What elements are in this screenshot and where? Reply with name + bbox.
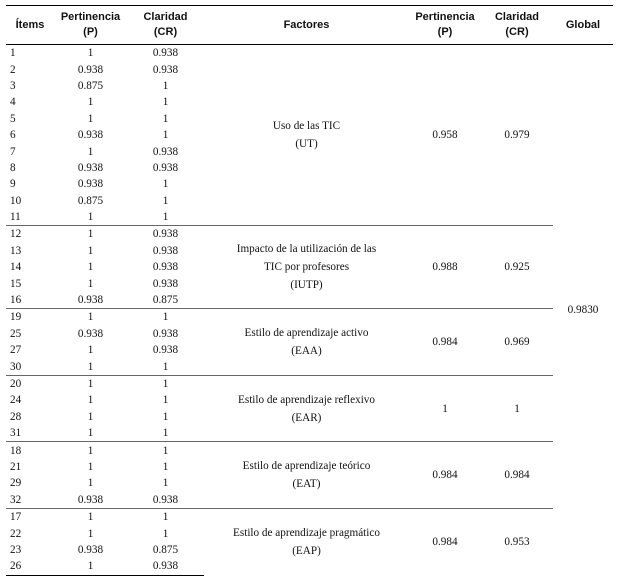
item-pertinencia-cell: 1: [54, 442, 127, 459]
factor-name-line: (EAP): [292, 544, 321, 557]
item-claridad-cell: 1: [162, 96, 169, 109]
item-number-cell: 7: [10, 145, 16, 158]
factor-name-line: Estilo de aprendizaje reflexivo: [238, 393, 375, 406]
item-number-cell: 25: [10, 327, 22, 340]
item-number-cell: 1: [10, 47, 16, 60]
factor-claridad-cell: 0.925: [481, 226, 553, 309]
factor-claridad-cell: 1: [481, 375, 553, 442]
item-claridad-cell: 1: [162, 394, 169, 407]
item-number-cell: 26: [6, 558, 54, 575]
item-pertinencia-cell: 1: [87, 344, 94, 357]
header-factor-pertinencia: Pertinencia (P): [409, 6, 481, 45]
item-claridad-cell: 0.938: [152, 47, 179, 60]
item-claridad-cell: 0.938: [127, 558, 204, 575]
factor-name-cell: [204, 45, 409, 226]
item-pertinencia-cell: 1: [87, 394, 94, 407]
factor-name-line: TIC por profesores: [263, 261, 350, 274]
item-pertinencia-cell: 1: [87, 261, 94, 274]
item-number-cell: 21: [10, 460, 22, 473]
item-claridad-cell: 1: [162, 460, 169, 473]
item-number-cell: 18: [6, 442, 54, 459]
item-number-cell: 8: [10, 161, 16, 174]
item-number-cell: 17: [6, 508, 54, 525]
header-row: [6, 6, 613, 45]
item-claridad-cell: 1: [162, 527, 169, 540]
item-number-cell: 2: [10, 63, 16, 76]
item-number-cell: 30: [10, 360, 22, 373]
table-row: [6, 375, 613, 392]
item-pertinencia-cell: 1: [87, 277, 94, 290]
item-claridad-cell: 0.938: [152, 261, 179, 274]
item-pertinencia-cell: 1: [54, 375, 127, 392]
item-claridad-cell: 1: [162, 178, 169, 191]
item-pertinencia-cell: 1: [54, 309, 127, 326]
item-pertinencia-cell: 1: [87, 360, 94, 373]
item-claridad-cell: 1: [127, 375, 204, 392]
factor-name-line: Estilo de aprendizaje teórico: [242, 460, 371, 473]
item-pertinencia-cell: 1: [87, 211, 94, 224]
item-claridad-cell: 0.938: [152, 63, 179, 76]
item-number-cell: 15: [10, 277, 22, 290]
factor-pertinencia-cell: 0.958: [432, 129, 458, 142]
factor-name-cell: [204, 309, 409, 376]
factor-pertinencia-cell: 0.984: [409, 442, 481, 509]
item-pertinencia-cell: 1: [87, 112, 94, 125]
factor-claridad-cell: 0.969: [481, 309, 553, 376]
item-pertinencia-cell: 1: [54, 558, 127, 575]
factor-name-line: (IUTP): [290, 279, 323, 292]
item-claridad-cell: 1: [162, 477, 169, 490]
item-pertinencia-cell: 1: [87, 96, 94, 109]
factor-name-line: Estilo de aprendizaje activo: [244, 327, 369, 340]
item-pertinencia-cell: 1: [87, 145, 94, 158]
item-claridad-cell: 0.938: [127, 226, 204, 243]
item-number-cell: 3: [10, 79, 16, 92]
item-claridad-cell: 0.938: [152, 244, 179, 257]
item-number-cell: 19: [6, 309, 54, 326]
item-claridad-cell: 1: [162, 129, 169, 142]
factor-pertinencia-cell: 0.988: [409, 226, 481, 309]
factor-name-cell: [204, 508, 409, 575]
table-row: [6, 508, 613, 525]
header-factor-claridad: Claridad (CR): [481, 6, 553, 45]
item-number-cell: 20: [6, 375, 54, 392]
item-pertinencia-cell: 1: [87, 460, 94, 473]
item-claridad-cell: 1: [162, 79, 169, 92]
item-pertinencia-cell: 0.938: [77, 493, 104, 506]
item-number-cell: 11: [10, 211, 21, 224]
item-number-cell: 12: [6, 226, 54, 243]
item-claridad-cell: 1: [127, 309, 204, 326]
item-number-cell: 29: [10, 477, 22, 490]
factor-pertinencia-cell: 0.984: [409, 309, 481, 376]
item-pertinencia-cell: 0.938: [77, 63, 104, 76]
item-pertinencia-cell: 1: [87, 427, 94, 440]
item-pertinencia-cell: 1: [87, 527, 94, 540]
item-pertinencia-cell: 0.938: [77, 178, 104, 191]
item-claridad-cell: 0.938: [152, 493, 179, 506]
item-number-cell: 9: [10, 178, 16, 191]
item-pertinencia-cell: 1: [87, 410, 94, 423]
item-pertinencia-cell: 1: [54, 508, 127, 525]
item-claridad-cell: 1: [162, 211, 169, 224]
item-pertinencia-cell: 1: [54, 226, 127, 243]
table-row: [6, 226, 613, 243]
item-number-cell: 24: [10, 394, 22, 407]
item-number-cell: 32: [10, 493, 22, 506]
factor-name-line: (EAR): [291, 411, 322, 424]
item-number-cell: 13: [10, 244, 22, 257]
item-number-cell: 31: [10, 427, 22, 440]
factor-claridad-cell: 0.953: [481, 508, 553, 575]
header-global: Global: [553, 6, 613, 45]
item-pertinencia-cell: 0.938: [77, 543, 104, 556]
item-number-cell: 23: [10, 543, 22, 556]
factor-pertinencia-cell: 0.984: [409, 508, 481, 575]
item-number-cell: 27: [10, 344, 22, 357]
item-pertinencia-cell: 1: [87, 244, 94, 257]
item-pertinencia-cell: 1: [87, 477, 94, 490]
item-pertinencia-cell: 0.875: [77, 79, 104, 92]
factor-name-line: (UT): [295, 138, 318, 151]
item-pertinencia-cell: 0.938: [77, 294, 104, 307]
item-number-cell: 16: [10, 294, 22, 307]
factor-name-cell: [204, 226, 409, 309]
item-number-cell: 5: [10, 112, 16, 125]
item-number-cell: 14: [10, 261, 22, 274]
item-pertinencia-cell: 1: [87, 47, 94, 60]
table-header: [6, 6, 613, 45]
factor-claridad-cell: 0.979: [504, 129, 530, 142]
table-row: [6, 309, 613, 326]
header-items: Ítems: [6, 6, 54, 45]
item-pertinencia-cell: 0.938: [77, 161, 104, 174]
item-claridad-cell: 0.875: [152, 543, 179, 556]
item-claridad-cell: 0.875: [152, 294, 179, 307]
factor-pertinencia-cell: 1: [409, 375, 481, 442]
item-number-cell: 6: [10, 129, 16, 142]
item-claridad-cell: 1: [162, 112, 169, 125]
item-claridad-cell: 0.938: [152, 161, 179, 174]
item-claridad-cell: 1: [162, 410, 169, 423]
factor-name-cell: [204, 442, 409, 509]
item-claridad-cell: 1: [162, 427, 169, 440]
item-number-cell: 10: [10, 194, 22, 207]
factor-name-line: Estilo de aprendizaje pragmático: [233, 526, 380, 539]
header-factores: Factores: [204, 6, 409, 45]
item-number-cell: 22: [10, 527, 22, 540]
item-claridad-cell: 0.938: [152, 327, 179, 340]
item-claridad-cell: 0.938: [152, 344, 179, 357]
item-claridad-cell: 1: [127, 442, 204, 459]
factor-name-line: (EAA): [291, 345, 322, 358]
item-pertinencia-cell: 0.938: [77, 327, 104, 340]
factor-claridad-cell: 0.984: [481, 442, 553, 509]
factor-name-line: Impacto de la utilización de las: [236, 243, 377, 256]
table-row: [6, 45, 613, 62]
item-claridad-cell: 0.938: [152, 145, 179, 158]
factor-name-cell: [204, 375, 409, 442]
item-pertinencia-cell: 0.875: [77, 194, 104, 207]
item-claridad-cell: 1: [162, 360, 169, 373]
table-row: [6, 442, 613, 459]
item-claridad-cell: 0.938: [152, 277, 179, 290]
item-number-cell: 4: [10, 96, 16, 109]
item-claridad-cell: 1: [127, 508, 204, 525]
factor-name-line: Uso de las TIC: [272, 120, 341, 133]
header-pertinencia: Pertinencia (P): [54, 6, 127, 45]
table-body: [6, 45, 613, 576]
factor-name-line: (EAT): [292, 478, 321, 491]
item-pertinencia-cell: 0.938: [77, 129, 104, 142]
validity-table: [6, 5, 613, 576]
header-claridad: Claridad (CR): [127, 6, 204, 45]
global-value-cell: 0.9830: [567, 304, 599, 316]
item-number-cell: 28: [10, 410, 22, 423]
item-claridad-cell: 1: [162, 194, 169, 207]
